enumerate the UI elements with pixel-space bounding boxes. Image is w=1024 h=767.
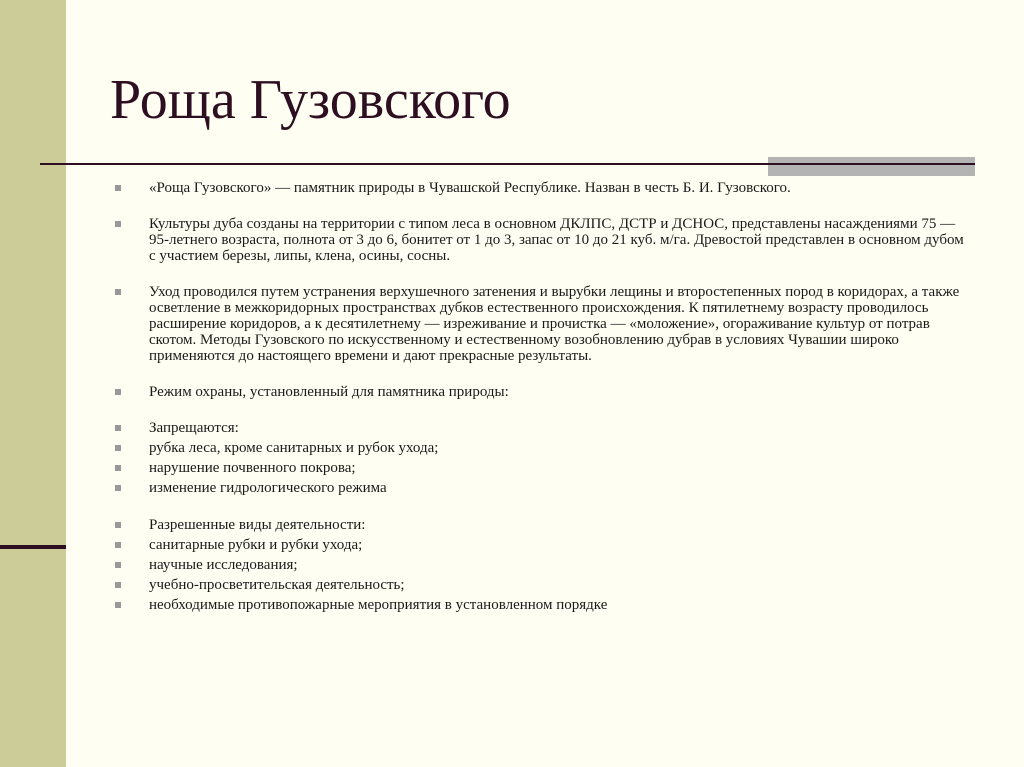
list-item-text: Уход проводился путем устранения верхушечного затенения и вырубки лещины и второстепенных пород в коридорах, а также осветление в межкоридорных пространствах дубков естественного происхождения. К пятилетнему возрасту проводилось расширение коридоров, а к десятилетнему — изреживание и прочистка — «моложение», огораживание культур от потрав скотом. Методы Гузовского по искусственному и естественному возобновлению дубрав в условиях Чувашии широко применяются до настоящего времени и дают прекрасные результаты. — [149, 284, 960, 364]
list-item-text: необходимые противопожарные мероприятия в установленном порядке — [149, 597, 608, 613]
list-item-text: научные исследования; — [149, 557, 298, 573]
square-bullet-icon — [115, 562, 121, 568]
list-item-text: учебно-просветительская деятельность; — [149, 577, 405, 593]
square-bullet-icon — [115, 389, 121, 395]
list-item-text: Запрещаются: — [149, 420, 239, 436]
square-bullet-icon — [115, 542, 121, 548]
list-item — [112, 460, 972, 476]
list-item-text: изменение гидрологического режима — [149, 480, 387, 496]
list-item — [112, 384, 972, 400]
left-decorative-band — [0, 0, 66, 767]
left-band-divider — [0, 545, 66, 549]
square-bullet-icon — [115, 221, 121, 227]
square-bullet-icon — [115, 465, 121, 471]
square-bullet-icon — [115, 522, 121, 528]
list-item — [112, 517, 972, 533]
list-item — [112, 420, 972, 436]
list-item-text: санитарные рубки и рубки ухода; — [149, 537, 363, 553]
list-item-text: Режим охраны, установленный для памятника природы: — [149, 384, 509, 400]
list-item — [112, 216, 972, 264]
list-item — [112, 440, 972, 456]
square-bullet-icon — [115, 185, 121, 191]
square-bullet-icon — [115, 602, 121, 608]
list-item-text: Культуры дуба созданы на территории с типом леса в основном ДКЛПС, ДСТР и ДСНОС, представлены насаждениями 75 — 95-летнего возраста, полнота от 3 до 6, бонитет от 1 до 3, запас от 10 до 21 куб. м/га. Древостой представлен в основном дубом с участием березы, липы, клена, осины, сосны. — [149, 216, 964, 264]
slide-title: Роща Гузовского — [110, 69, 511, 131]
accent-bar-bottom — [768, 165, 975, 176]
list-item-text: «Роща Гузовского» — памятник природы в Чувашской Республике. Назван в честь Б. И. Гузовского. — [149, 180, 791, 196]
list-item-text: рубка леса, кроме санитарных и рубок ухода; — [149, 440, 439, 456]
list-item — [112, 480, 972, 496]
square-bullet-icon — [115, 582, 121, 588]
list-item — [112, 577, 972, 593]
square-bullet-icon — [115, 425, 121, 431]
square-bullet-icon — [115, 445, 121, 451]
list-item — [112, 180, 972, 196]
square-bullet-icon — [115, 289, 121, 295]
list-item — [112, 557, 972, 573]
square-bullet-icon — [115, 485, 121, 491]
bullet-list — [112, 180, 972, 613]
list-item — [112, 597, 972, 613]
list-item — [112, 284, 972, 364]
list-item-text: Разрешенные виды деятельности: — [149, 517, 366, 533]
accent-bar — [768, 157, 975, 176]
list-item — [112, 537, 972, 553]
list-item-text: нарушение почвенного покрова; — [149, 460, 356, 476]
